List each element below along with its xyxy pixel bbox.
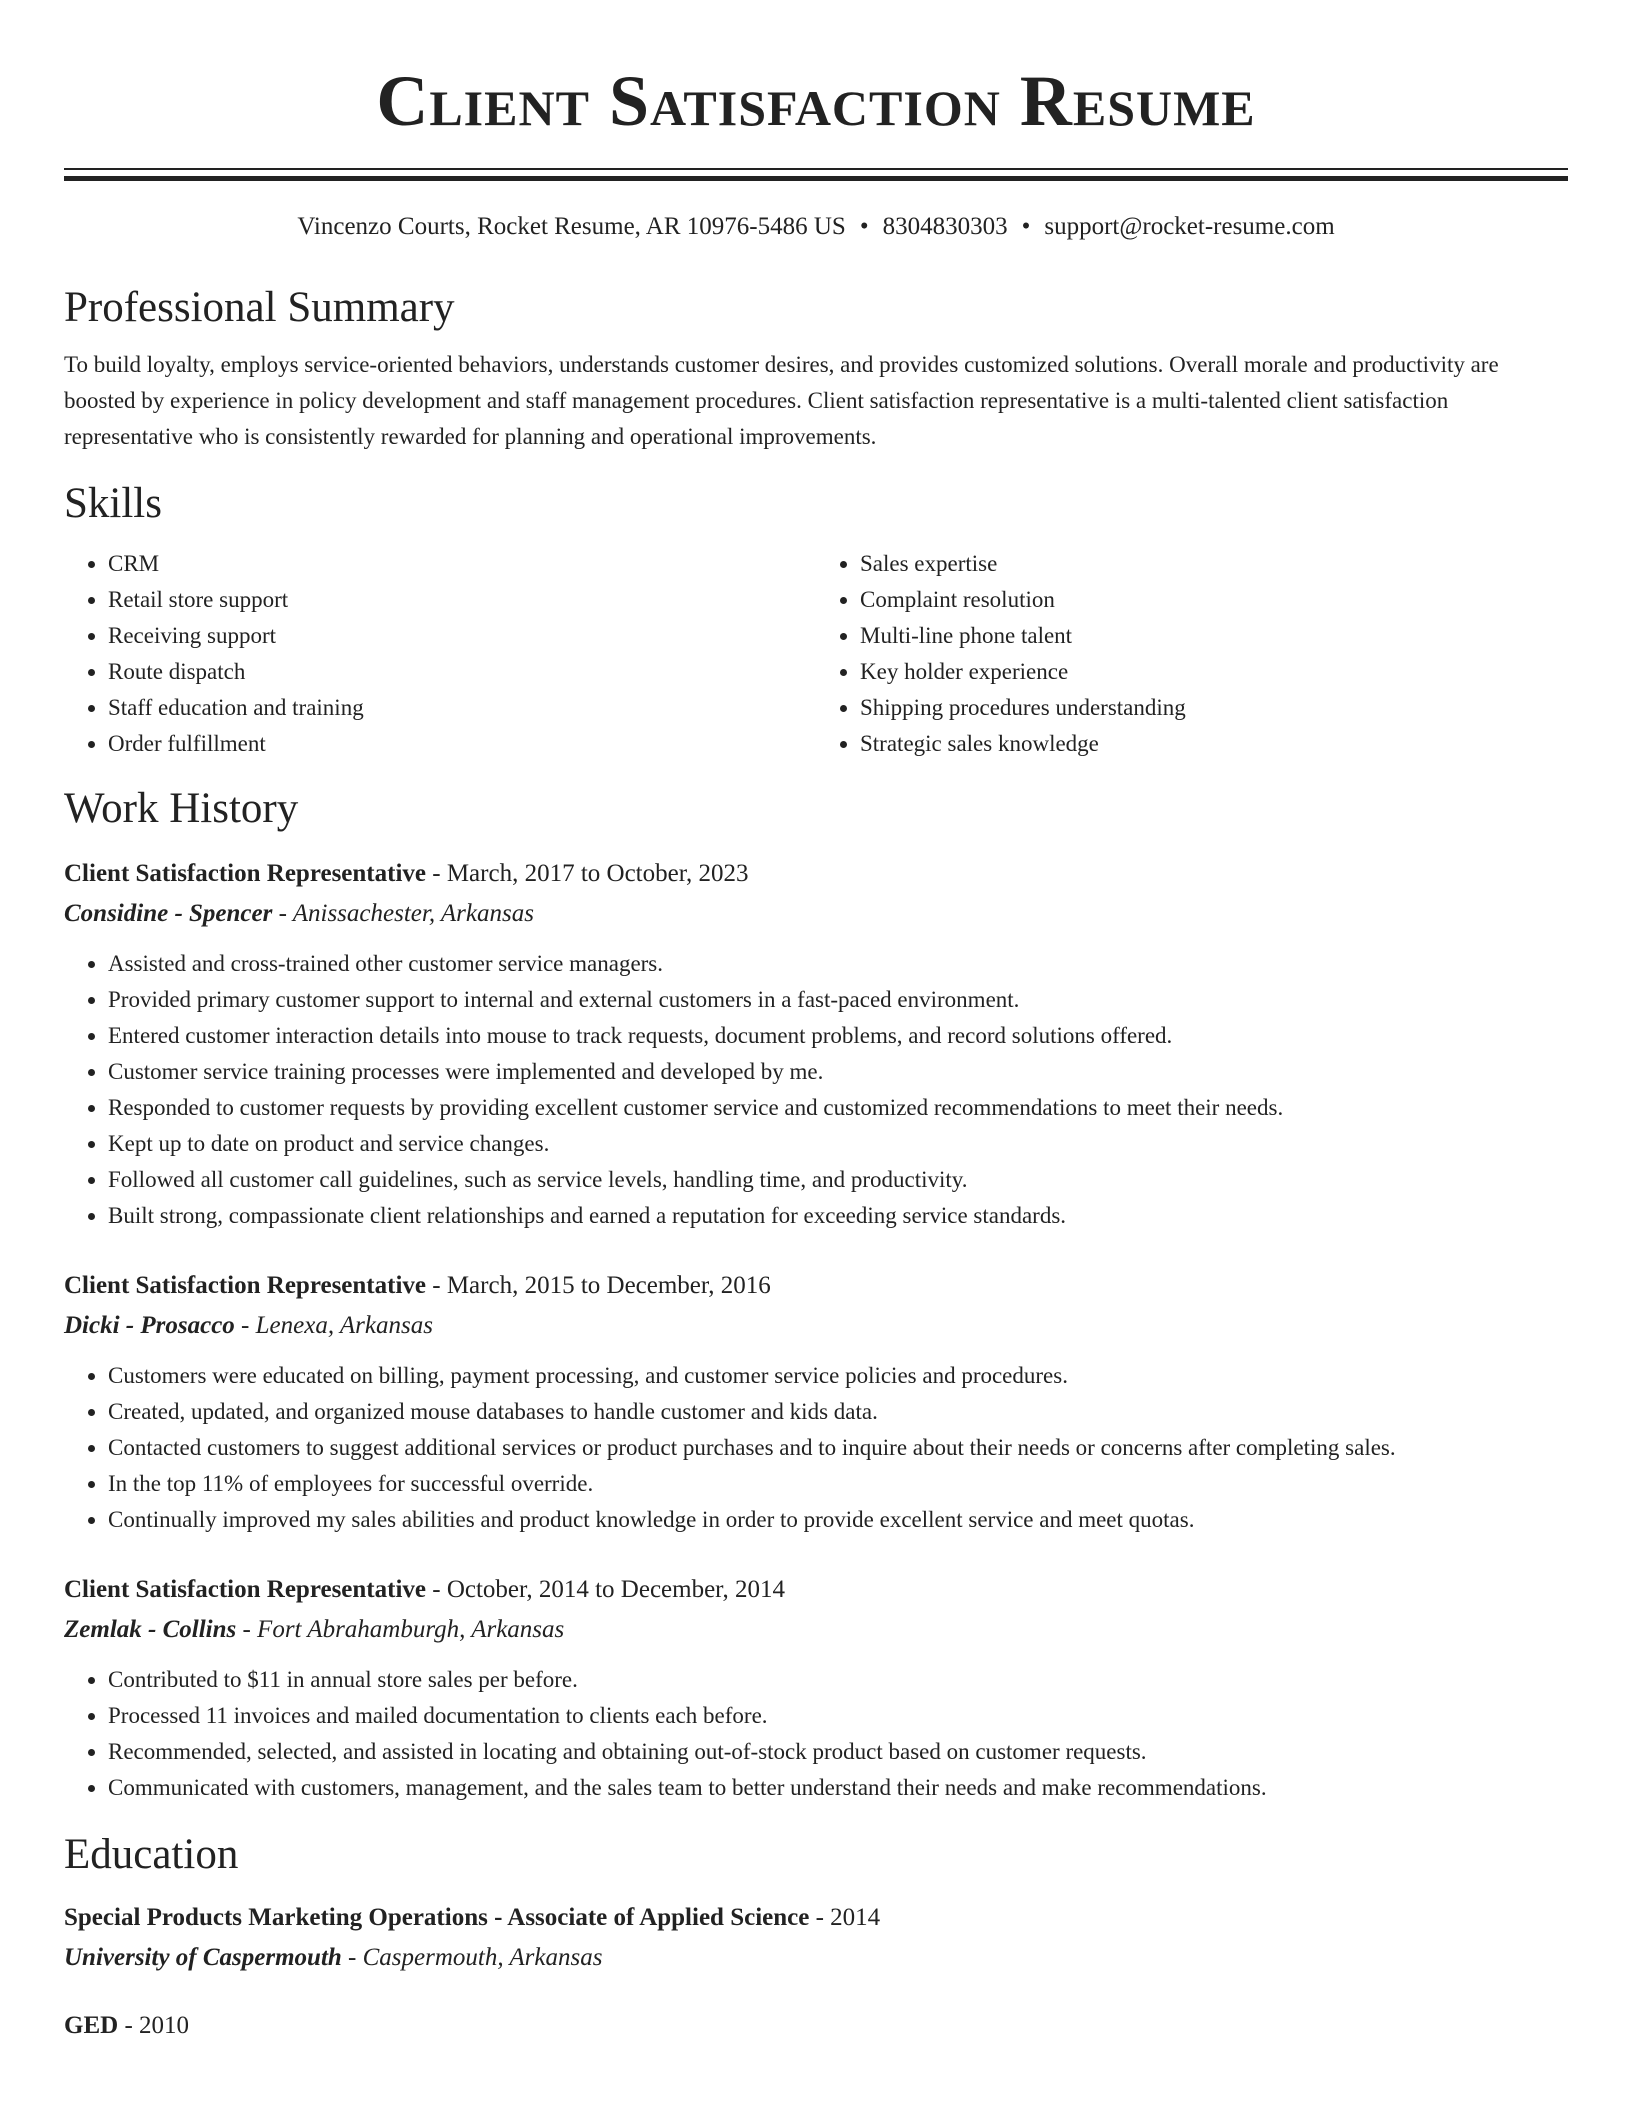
job-bullet: • Followed all customer call guidelines, such as service levels, handling time, and productivity. bbox=[108, 1162, 1568, 1198]
job-dates: - March, 2015 to December, 2016 bbox=[426, 1272, 771, 1299]
skill-item: • Receiving support bbox=[108, 618, 816, 654]
job-location: - Fort Abrahamburgh, Arkansas bbox=[236, 1616, 565, 1643]
job-bullet: • Kept up to date on product and service changes. bbox=[108, 1126, 1568, 1162]
degree-name: GED bbox=[64, 2012, 119, 2039]
job-bullet: • In the top 11% of employees for successful override. bbox=[108, 1466, 1568, 1502]
skill-item: • CRM bbox=[108, 546, 816, 582]
contact-phone: 8304830303 bbox=[882, 213, 1008, 240]
job-bullet: • Provided primary customer support to internal and external customers in a fast-paced environment. bbox=[108, 982, 1568, 1018]
summary-text: To build loyalty, employs service-oriented behaviors, understands customer desires, and provides customized solutions. Overall morale and productivity are boosted by experience in policy development and staff management procedures. Client satisfaction representative is a multi-talented client satisfaction representative who is consistently rewarded for planning and operational improvements. bbox=[64, 352, 1499, 449]
job-title: Client Satisfaction Representative bbox=[64, 1272, 426, 1299]
graduation-year: - 2010 bbox=[118, 2012, 190, 2039]
company-name: Considine - Spencer bbox=[64, 900, 273, 927]
company-name: Zemlak - Collins bbox=[64, 1616, 237, 1643]
skills-list bbox=[64, 546, 1568, 762]
job-bullet: • Continually improved my sales abilities and product knowledge in order to provide excellent service and meet quotas. bbox=[108, 1502, 1568, 1538]
school-name: University of Caspermouth bbox=[64, 1944, 342, 1971]
job-employer bbox=[64, 894, 1568, 934]
skills-column-right bbox=[816, 546, 1568, 762]
contact-email: support@rocket-resume.com bbox=[1044, 213, 1335, 240]
graduation-year: - 2014 bbox=[809, 1904, 881, 1931]
job-bullet: • Created, updated, and organized mouse databases to handle customer and kids data. bbox=[108, 1394, 1568, 1430]
school-location: - Caspermouth, Arkansas bbox=[341, 1944, 603, 1971]
skill-item: • Key holder experience bbox=[860, 654, 1568, 690]
job-employer bbox=[64, 1610, 1568, 1650]
job-bullet: • Assisted and cross-trained other customer service managers. bbox=[108, 946, 1568, 982]
job-bullets bbox=[64, 946, 1568, 1234]
job-bullets bbox=[64, 1662, 1568, 1806]
job-title: Client Satisfaction Representative bbox=[64, 860, 426, 887]
skill-item: • Multi-line phone talent bbox=[860, 618, 1568, 654]
education-header bbox=[64, 1898, 1568, 1938]
job-entry bbox=[64, 1570, 1568, 1806]
job-bullet: • Contributed to $11 in annual store sales per before. bbox=[108, 1662, 1568, 1698]
job-title: Client Satisfaction Representative bbox=[64, 1576, 426, 1603]
contact-separator: • bbox=[859, 213, 869, 240]
job-bullets bbox=[64, 1358, 1568, 1538]
work-history-heading: Work History bbox=[64, 785, 299, 832]
education-entry bbox=[64, 2006, 1568, 2046]
skills-heading: Skills bbox=[64, 480, 162, 527]
job-header bbox=[64, 1266, 1568, 1306]
skill-item: • Route dispatch bbox=[108, 654, 816, 690]
skill-item: • Retail store support bbox=[108, 582, 816, 618]
job-dates: - March, 2017 to October, 2023 bbox=[426, 860, 749, 887]
job-entry bbox=[64, 1266, 1568, 1538]
company-name: Dicki - Prosacco bbox=[64, 1312, 235, 1339]
education-heading: Education bbox=[64, 1831, 239, 1878]
job-bullet: • Entered customer interaction details into mouse to track requests, document problems, and record solutions offered. bbox=[108, 1018, 1568, 1054]
page-title: Client Satisfaction Resume bbox=[376, 61, 1256, 141]
contact-address: Vincenzo Courts, Rocket Resume, AR 10976-5486 US bbox=[297, 213, 846, 240]
education-school bbox=[64, 1938, 1568, 1978]
title-divider-thin bbox=[64, 168, 1568, 170]
contact-line bbox=[64, 211, 1568, 243]
education-header bbox=[64, 2006, 1568, 2046]
skills-column-left bbox=[64, 546, 816, 762]
skill-item: • Strategic sales knowledge bbox=[860, 726, 1568, 762]
skill-item: • Complaint resolution bbox=[860, 582, 1568, 618]
degree-name: Special Products Marketing Operations - Associate of Applied Science bbox=[64, 1904, 810, 1931]
job-location: - Anissachester, Arkansas bbox=[272, 900, 534, 927]
skill-item: • Staff education and training bbox=[108, 690, 816, 726]
job-bullet: • Recommended, selected, and assisted in locating and obtaining out-of-stock product based on customer requests. bbox=[108, 1734, 1568, 1770]
skill-item: • Shipping procedures understanding bbox=[860, 690, 1568, 726]
contact-separator: • bbox=[1021, 213, 1031, 240]
summary-heading: Professional Summary bbox=[64, 284, 455, 331]
job-bullet: • Customers were educated on billing, payment processing, and customer service policies and procedures. bbox=[108, 1358, 1568, 1394]
job-bullet: • Customer service training processes were implemented and developed by me. bbox=[108, 1054, 1568, 1090]
job-dates: - October, 2014 to December, 2014 bbox=[426, 1576, 785, 1603]
title-divider-thick bbox=[64, 176, 1568, 181]
job-header bbox=[64, 1570, 1568, 1610]
job-bullet: • Responded to customer requests by providing excellent customer service and customized recommendations to meet their needs. bbox=[108, 1090, 1568, 1126]
job-location: - Lenexa, Arkansas bbox=[234, 1312, 433, 1339]
job-bullet: • Built strong, compassionate client relationships and earned a reputation for exceeding service standards. bbox=[108, 1198, 1568, 1234]
skill-item: • Order fulfillment bbox=[108, 726, 816, 762]
education-entry bbox=[64, 1898, 1568, 1978]
job-entry bbox=[64, 854, 1568, 1234]
job-bullet: • Communicated with customers, management, and the sales team to better understand their needs and make recommendations. bbox=[108, 1770, 1568, 1806]
job-header bbox=[64, 854, 1568, 894]
job-bullet: • Contacted customers to suggest additional services or product purchases and to inquire about their needs or concerns after completing sales. bbox=[108, 1430, 1568, 1466]
skill-item: • Sales expertise bbox=[860, 546, 1568, 582]
job-employer bbox=[64, 1306, 1568, 1346]
job-bullet: • Processed 11 invoices and mailed documentation to clients each before. bbox=[108, 1698, 1568, 1734]
